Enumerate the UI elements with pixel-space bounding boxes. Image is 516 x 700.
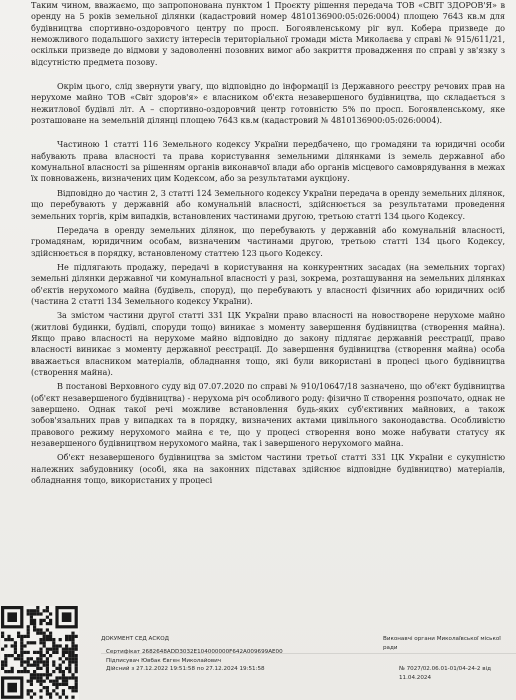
signer-text: Підписувач Ювбак Євген Миколайович: [106, 657, 222, 664]
paragraph: Частиною 1 статті 116 Земельного кодексу України передбачено, що громадяни та юридичні особи набувають права власності та права користування земельними ділянками із земель державної або комунальної власності за рішенням органів виконавчої влади або органів місцевого самоврядування в межах їх повноважень, визначених цим Кодексом, або за результатами аукціону.: [31, 139, 505, 184]
paragraph: Об'єкт незавершеного будівництва за змістом частини третьої статті 331 ЦК України є сукупністю належних забудовнику (особі, яка на законних підставах здійснює відповідне будівництво) матеріалів, обладнання тощо, використаних у процесі: [31, 452, 505, 486]
document-system-label: ДОКУМЕНТ СЕД АСКОД: [101, 636, 169, 642]
document-body: [31, 0, 505, 486]
certificate-text: Сертифікат 2682648ADD3032E104000000F642A009699AE00: [106, 649, 283, 655]
paragraph: Окрім цього, слід звернути увагу, що відповідно до інформації із Державного реєстру речових прав на нерухоме майно ТОВ «Світ здоров'я» є власником об'єкта незавершеного будівництва, що складається з нежитлової будівлі літ. А – спортивно-оздоровчий центр готовністю 5% по просп. Богоявленському, яке розташоване на земельній ділянці площею 7643 кв.м (кадастровий № 4810136900:05:026:0004).: [31, 81, 505, 126]
registration-number: № 7027/02.06.01-01/04-24-2 від 11.04.2024: [399, 666, 491, 682]
qr-code-icon: [1, 606, 79, 700]
paragraph: Відповідно до частин 2, 3 статті 124 Земельного кодексу України передача в оренду земельних ділянок, що перебувають у державній або комунальній власності, здійснюється за результатами проведення земельних торгів, крім випадків, встановлених частинами другою, третьою статті 134 цього Кодексу.: [31, 187, 505, 221]
document-footer: [0, 604, 516, 700]
paragraph: В постанові Верховного суду від 07.07.2020 по справі № 910/10647/18 зазначено, що об'єкт будівництва (об'єкт незавершеного будівництва) - нерухома річ особливого роду: фізично її створення розпочато, однак не завершено. Однак такої речі можливе встановлення будь-яких суб'єктивних майнових, а також зобов'язальних прав у випадках та в порядку, визначених актами цивільного законодавства. Особливістю правового режиму нерухомого майна є те, що у процесі створення воно може набувати статусу як незавершеного будівництвом нерухомого майна, так і завершеного нерухомого майна.: [31, 381, 505, 449]
organization-name: Виконавчі органи Миколаївської міської ради: [383, 636, 501, 651]
paragraph: За змістом частини другої статті 331 ЦК України право власності на новостворене нерухоме майно (житлові будинки, будівлі, споруди тощо) виникає з моменту завершення будівництва (створення майна). Якщо право власності на нерухоме майно відповідно до закону підлягає державній реєстрації, право власності виникає з моменту державної реєстрації. До завершення будівництва (створення майна) особа вважається власником матеріалів, обладнання тощо, які були використані в процесі цього будівництва (створення майна).: [31, 310, 505, 377]
paragraph: Передача в оренду земельних ділянок, що перебувають у державній або комунальній власності, громадянам, юридичним особам, визначеним частинами другою, третьою статті 134 цього Кодексу, здійснюється в порядку, встановленому статтею 123 цього Кодексу.: [31, 224, 505, 258]
paragraph: Таким чином, вважаємо, що запропонована пунктом 1 Проєкту рішення передача ТОВ «СВІТ ЗДОРОВ'Я» в оренду на 5 років земельної ділянки (кадастровий номер 4810136900:05:026:0004) площею 7643 кв.м для будівництва спортивно-оздоровчого центру по просп. Богоявленському ріг вул. Кобера призведе до неможливого подальшого захисту інтересів територіальної громади міста Миколаєва у справі № 915/611/21, оскільки призведе до відмови у задоволенні позовних вимог або закриття провадження по справі у зв'язку з відсутністю предмета позову.: [31, 0, 505, 67]
validity-text: Дійсний з 27.12.2022 19:51:58 по 27.12.2024 19:51:58: [106, 666, 265, 673]
paragraph: Не підлягають продажу, передачі в користування на конкурентних засадах (на земельних торгах) земельні ділянки державної чи комунальної власності у разі, зокрема, розташування на земельних ділянках об'єктів нерухомого майна (будівель, споруд), що перебувають у власності фізичних або юридичних осіб (частина 2 статті 134 Земельного кодексу України).: [31, 261, 505, 306]
